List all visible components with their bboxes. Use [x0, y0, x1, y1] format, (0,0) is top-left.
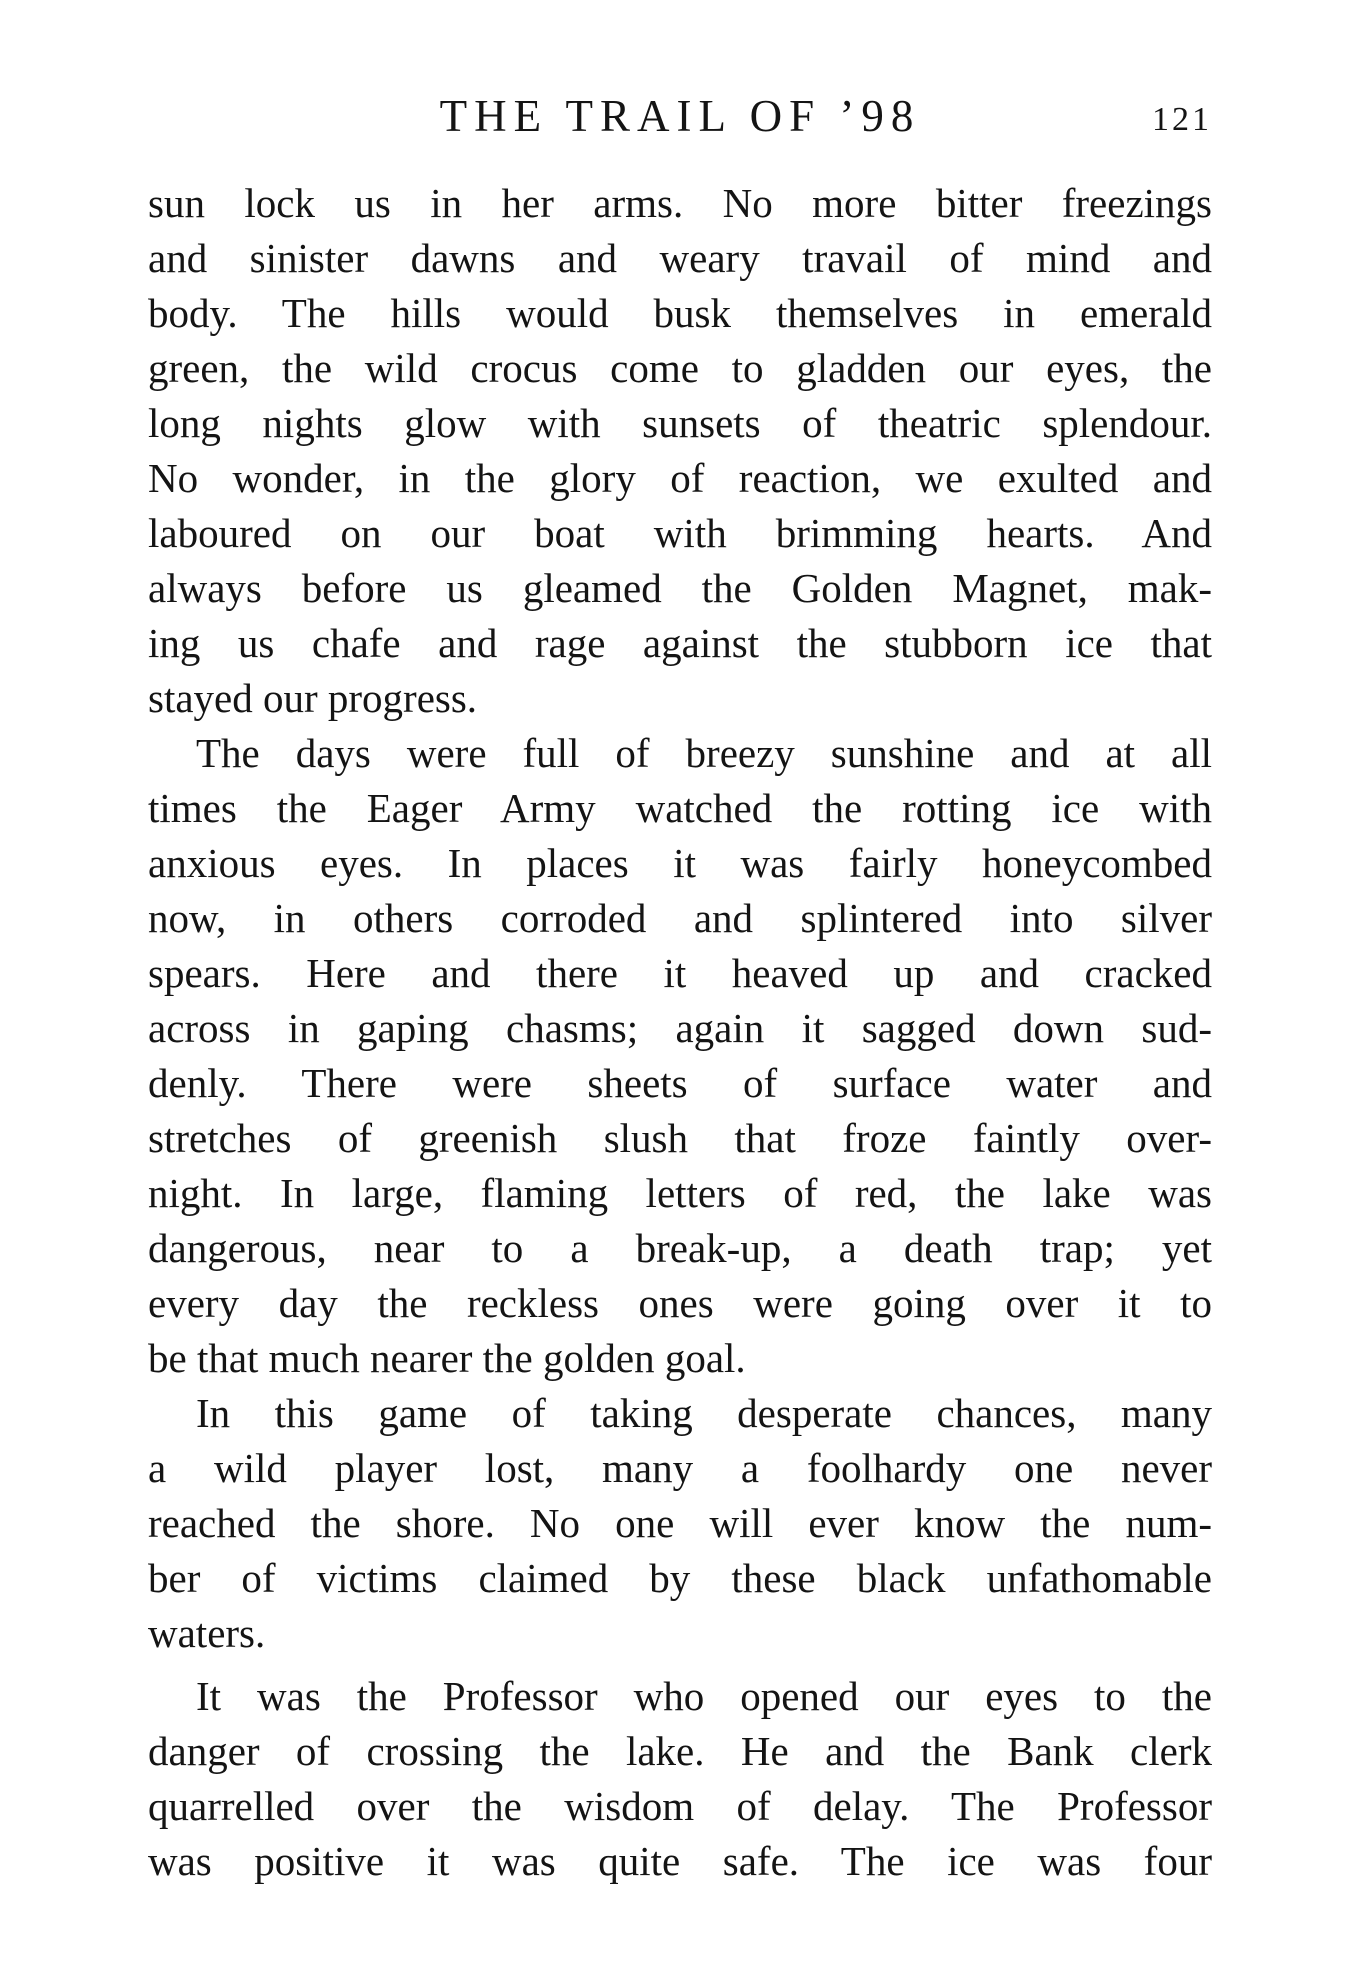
text-line: sun lock us in her arms. No more bitter freezings [148, 180, 1212, 226]
running-head [148, 86, 1212, 146]
text-line: In this game of taking desperate chances, many [196, 1390, 1212, 1436]
text-line: was positive it was quite safe. The ice was four [148, 1838, 1212, 1884]
text-line: ing us chafe and rage against the stubborn ice that [148, 620, 1212, 666]
paragraph-3 [148, 1386, 1212, 1661]
body-text [148, 176, 1212, 1889]
text-line: always before us gleamed the Golden Magnet, mak- [148, 565, 1212, 611]
text-line: stretches of greenish slush that froze faintly over- [148, 1115, 1212, 1161]
text-line: green, the wild crocus come to gladden our eyes, the [148, 345, 1212, 391]
text-line: and sinister dawns and weary travail of mind and [148, 235, 1212, 281]
text-line: It was the Professor who opened our eyes to the [196, 1673, 1212, 1719]
text-line: denly. There were sheets of surface water and [148, 1060, 1212, 1106]
text-line: reached the shore. No one will ever know the num- [148, 1500, 1212, 1546]
text-line: times the Eager Army watched the rotting ice with [148, 785, 1212, 831]
text-line: every day the reckless ones were going over it to [148, 1280, 1212, 1326]
text-line: now, in others corroded and splintered into silver [148, 895, 1212, 941]
text-line: danger of crossing the lake. He and the Bank clerk [148, 1728, 1212, 1774]
paragraph-1 [148, 176, 1212, 726]
text-line: laboured on our boat with brimming hearts. And [148, 510, 1212, 556]
text-line: a wild player lost, many a foolhardy one never [148, 1445, 1212, 1491]
text-line: ber of victims claimed by these black unfathomable [148, 1555, 1212, 1601]
text-line: long nights glow with sunsets of theatric splendour. [148, 400, 1212, 446]
text-line: anxious eyes. In places it was fairly honeycombed [148, 840, 1212, 886]
paragraph-2 [148, 726, 1212, 1386]
text-line: spears. Here and there it heaved up and cracked [148, 950, 1212, 996]
page-number: 121 [1152, 101, 1212, 138]
text-line: No wonder, in the glory of reaction, we exulted and [148, 455, 1212, 501]
text-line: stayed our progress. [148, 675, 478, 721]
text-line: The days were full of breezy sunshine and at all [196, 730, 1212, 776]
text-line: be that much nearer the golden goal. [148, 1335, 746, 1381]
text-line: across in gaping chasms; again it sagged down sud- [148, 1005, 1212, 1051]
text-line: night. In large, flaming letters of red, the lake was [148, 1170, 1212, 1216]
text-line: body. The hills would busk themselves in emerald [148, 290, 1212, 336]
text-line: dangerous, near to a break-up, a death trap; yet [148, 1225, 1212, 1271]
text-line: quarrelled over the wisdom of delay. The Professor [148, 1783, 1212, 1829]
paragraph-4 [148, 1669, 1212, 1889]
running-title: THE TRAIL OF ’98 [439, 91, 921, 141]
text-line: waters. [148, 1610, 266, 1656]
